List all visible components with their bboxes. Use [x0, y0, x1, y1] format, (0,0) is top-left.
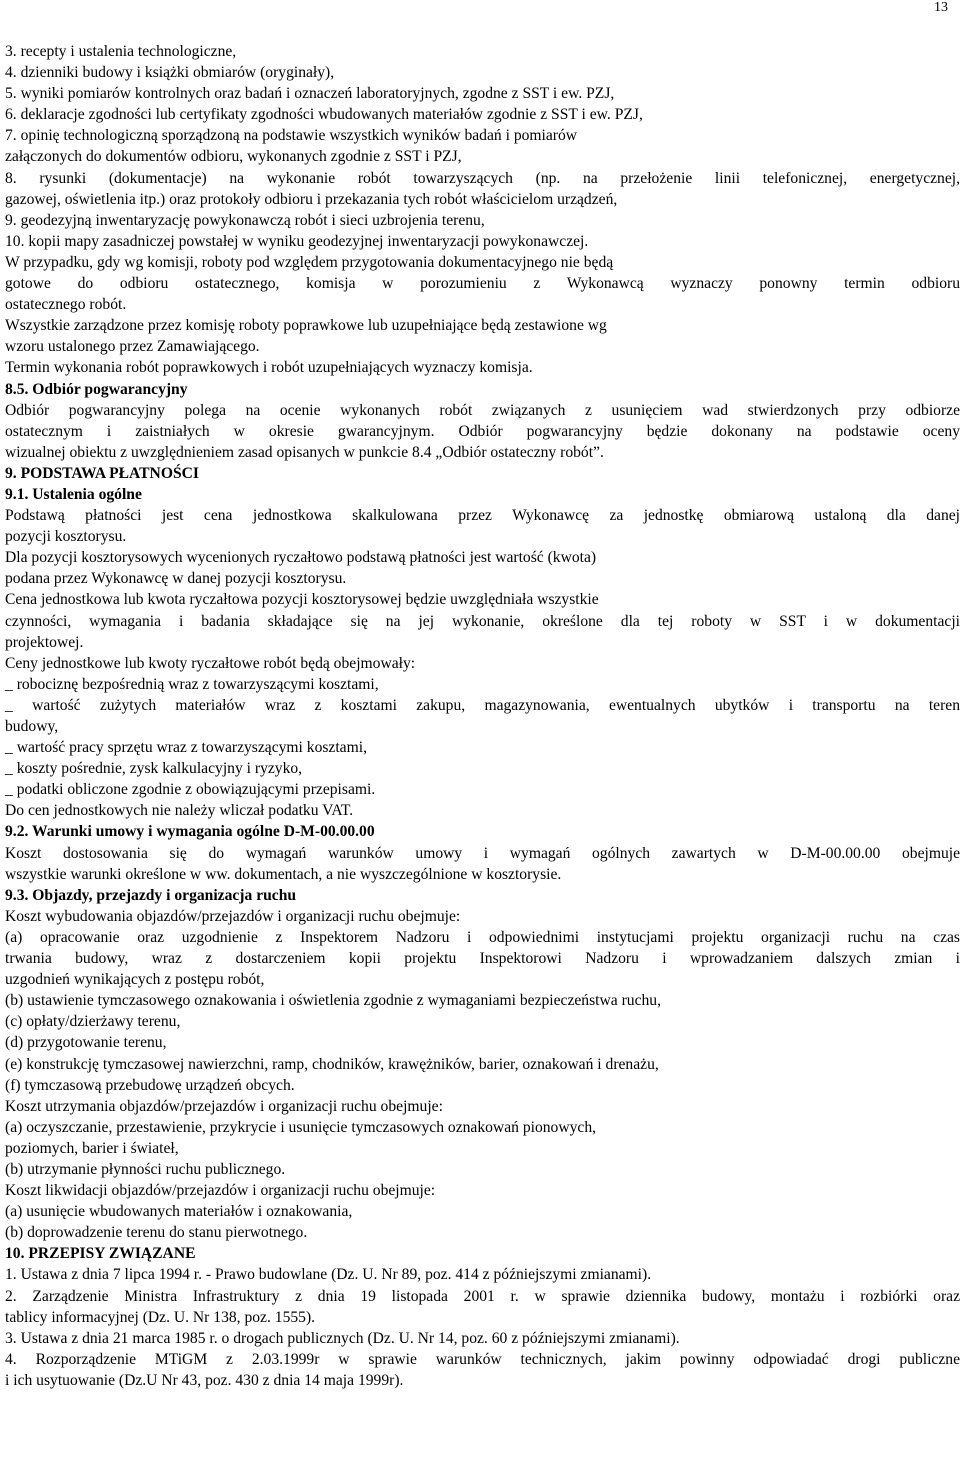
- paragraph-line: Koszt utrzymania objazdów/przejazdów i organizacji ruchu obejmuje:: [5, 1097, 443, 1115]
- paragraph-line: pozycji kosztorysu.: [5, 528, 127, 546]
- paragraph-line: podana przez Wykonawcę w danej pozycji kosztorysu.: [5, 570, 347, 588]
- paragraph-line: Dla pozycji kosztorysowych wycenionych ryczałtowo podstawą płatności jest wartość (kwota): [5, 549, 597, 567]
- paragraph-line: W przypadku, gdy wg komisji, roboty pod względem przygotowania dokumentacyjnego nie będą: [5, 253, 614, 271]
- list-item: (a) opracowanie oraz uzgodnienie z Inspektorem Nadzoru i odpowiednimi instytucjami projektu organizacji ruchu na czas: [5, 928, 960, 946]
- reference-item: 2. Zarządzenie Ministra Infrastruktury z dnia 19 listopada 2001 r. w sprawie dziennika budowy, montażu i rozbiórki oraz: [5, 1287, 960, 1305]
- paragraph-line: Termin wykonania robót poprawkowych i robót uzupełniających wyznaczy komisja.: [5, 359, 533, 377]
- list-item: 6. deklaracje zgodności lub certyfikaty zgodności wbudowanych materiałów zgodnie z SST i ew. PZJ,: [5, 106, 643, 124]
- paragraph-line: Podstawą płatności jest cena jednostkowa skalkulowana przez Wykonawcę za jednostkę obmiarową ustaloną dla danej: [5, 507, 960, 525]
- reference-item: 4. Rozporządzenie MTiGM z 2.03.1999r w sprawie warunków technicznych, jakim powinny odpowiadać drogi publiczne: [5, 1350, 960, 1368]
- paragraph-line: czynności, wymagania i badania składające się na jej wykonanie, określone dla tej roboty w SST i w dokumentacji: [5, 612, 960, 630]
- page-number: 13: [934, 0, 948, 15]
- paragraph-line: ostatecznego robót.: [5, 296, 127, 314]
- reference-item: 3. Ustawa z dnia 21 marca 1985 r. o drogach publicznych (Dz. U. Nr 14, poz. 60 z późniejszymi zmianami).: [5, 1329, 680, 1347]
- list-item: 7. opinię technologiczną sporządzoną na podstawie wszystkich wyników badań i pomiarów: [5, 127, 578, 145]
- list-item: _ wartość pracy sprzętu wraz z towarzyszącymi kosztami,: [5, 739, 367, 757]
- document-body: [5, 41, 960, 1391]
- list-item-continuation: gazowej, oświetlenia itp.) oraz protokoły odbioru i przekazania tych robót właścicielom urządzeń,: [5, 190, 618, 208]
- paragraph-line: Koszt wybudowania objazdów/przejazdów i organizacji ruchu obejmuje:: [5, 907, 461, 925]
- paragraph-line: Wszystkie zarządzone przez komisję roboty poprawkowe lub uzupełniające będą zestawione wg: [5, 317, 607, 335]
- list-item: (c) opłaty/dzierżawy terenu,: [5, 1013, 181, 1031]
- section-heading-9: 9. PODSTAWA PŁATNOŚCI: [5, 464, 199, 482]
- paragraph-line: ostatecznym i zaistniałych w okresie gwarancyjnym. Odbiór pogwarancyjny będzie dokonany na podstawie oceny: [5, 422, 960, 440]
- list-item-continuation: trwania budowy, wraz z dostarczeniem kopii projektu Inspektorowi Nadzoru i wprowadzaniem dalszych zmian i: [5, 950, 960, 968]
- list-item-continuation: uzgodnień wynikających z postępu robót,: [5, 971, 265, 989]
- list-item: (a) usunięcie wbudowanych materiałów i oznakowania,: [5, 1203, 353, 1221]
- reference-item-continuation: i ich usytuowanie (Dz.U Nr 43, poz. 430 z dnia 14 maja 1999r).: [5, 1371, 404, 1389]
- paragraph-line: projektowej.: [5, 633, 84, 651]
- list-item: (b) doprowadzenie terenu do stanu pierwotnego.: [5, 1224, 308, 1242]
- list-item: 3. recepty i ustalenia technologiczne,: [5, 43, 237, 60]
- paragraph-line: gotowe do odbioru ostatecznego, komisja w porozumieniu z Wykonawcą wyznaczy ponowny termin odbioru: [5, 275, 960, 293]
- paragraph-line: Do cen jednostkowych nie należy wliczał podatku VAT.: [5, 802, 354, 820]
- list-item: (b) ustawienie tymczasowego oznakowania i oświetlenia zgodnie z wymaganiami bezpieczeństwa ruchu,: [5, 992, 661, 1010]
- list-item: (d) przygotowanie terenu,: [5, 1034, 167, 1052]
- paragraph-line: wizualnej obiektu z uwzględnieniem zasad opisanych w punkcie 8.4 „Odbiór ostateczny robót”.: [5, 443, 604, 461]
- paragraph-line: Koszt likwidacji objazdów/przejazdów i organizacji ruchu obejmuje:: [5, 1182, 436, 1200]
- paragraph-line: wszystkie warunki określone w ww. dokumentach, a nie wyszczególnione w kosztorysie.: [5, 865, 562, 883]
- list-item: (b) utrzymanie płynności ruchu publicznego.: [5, 1160, 286, 1178]
- paragraph-line: wzoru ustalonego przez Zamawiającego.: [5, 338, 260, 356]
- paragraph-line: Koszt dostosowania się do wymagań warunków umowy i wymagań ogólnych zawartych w D-M-00.00.00 obejmuje: [5, 844, 960, 862]
- list-item: (a) oczyszczanie, przestawienie, przykrycie i usunięcie tymczasowych oznakowań pionowych,: [5, 1118, 597, 1136]
- reference-item-continuation: tablicy informacyjnej (Dz. U. Nr 138, poz. 1555).: [5, 1308, 316, 1326]
- list-item-continuation: poziomych, barier i świateł,: [5, 1139, 179, 1157]
- list-item-continuation: budowy,: [5, 718, 59, 735]
- list-item: 9. geodezyjną inwentaryzację powykonawczą robót i sieci uzbrojenia terenu,: [5, 211, 485, 229]
- section-heading-9-2: 9.2. Warunki umowy i wymagania ogólne D-M-00.00.00: [5, 823, 375, 841]
- list-item: 10. kopii mapy zasadniczej powstałej w wyniku geodezyjnej inwentaryzacji powykonawczej.: [5, 232, 589, 250]
- list-item: (f) tymczasową przebudowę urządzeń obcych.: [5, 1076, 295, 1094]
- paragraph-line: Odbiór pogwarancyjny polega na ocenie wykonanych robót związanych z usunięciem wad stwierdzonych przy odbiorze: [5, 401, 960, 419]
- reference-item: 1. Ustawa z dnia 7 lipca 1994 r. - Prawo budowlane (Dz. U. Nr 89, poz. 414 z późniejszymi zmianami).: [5, 1266, 652, 1284]
- list-item: _ robociznę bezpośrednią wraz z towarzyszącymi kosztami,: [5, 675, 379, 693]
- list-item: (e) konstrukcję tymczasowej nawierzchni, ramp, chodników, krawężników, barier, oznakowań i drenażu,: [5, 1055, 659, 1073]
- list-item-continuation: załączonych do dokumentów odbioru, wykonanych zgodnie z SST i PZJ,: [5, 148, 462, 166]
- list-item: 4. dzienniki budowy i książki obmiarów (oryginały),: [5, 64, 335, 82]
- list-item: 8. rysunki (dokumentacje) na wykonanie robót towarzyszących (np. na przełożenie linii telefonicznej, energetycznej,: [5, 169, 960, 187]
- section-heading-8-5: 8.5. Odbiór pogwarancyjny: [5, 380, 188, 398]
- list-item: _ koszty pośrednie, zysk kalkulacyjny i ryzyko,: [5, 760, 303, 778]
- list-item: _ wartość zużytych materiałów wraz z kosztami zakupu, magazynowania, ewentualnych ubytków i transportu na teren: [5, 696, 960, 714]
- section-heading-10: 10. PRZEPISY ZWIĄZANE: [5, 1245, 196, 1263]
- section-heading-9-3: 9.3. Objazdy, przejazdy i organizacja ruchu: [5, 886, 297, 904]
- section-heading-9-1: 9.1. Ustalenia ogólne: [5, 485, 142, 503]
- list-item: 5. wyniki pomiarów kontrolnych oraz badań i oznaczeń laboratoryjnych, zgodne z SST i ew. PZJ,: [5, 85, 615, 103]
- list-item: _ podatki obliczone zgodnie z obowiązującymi przepisami.: [5, 781, 376, 799]
- paragraph-line: Cena jednostkowa lub kwota ryczałtowa pozycji kosztorysowej będzie uwzględniała wszystkie: [5, 591, 599, 609]
- paragraph-line: Ceny jednostkowe lub kwoty ryczałtowe robót będą obejmowały:: [5, 654, 416, 672]
